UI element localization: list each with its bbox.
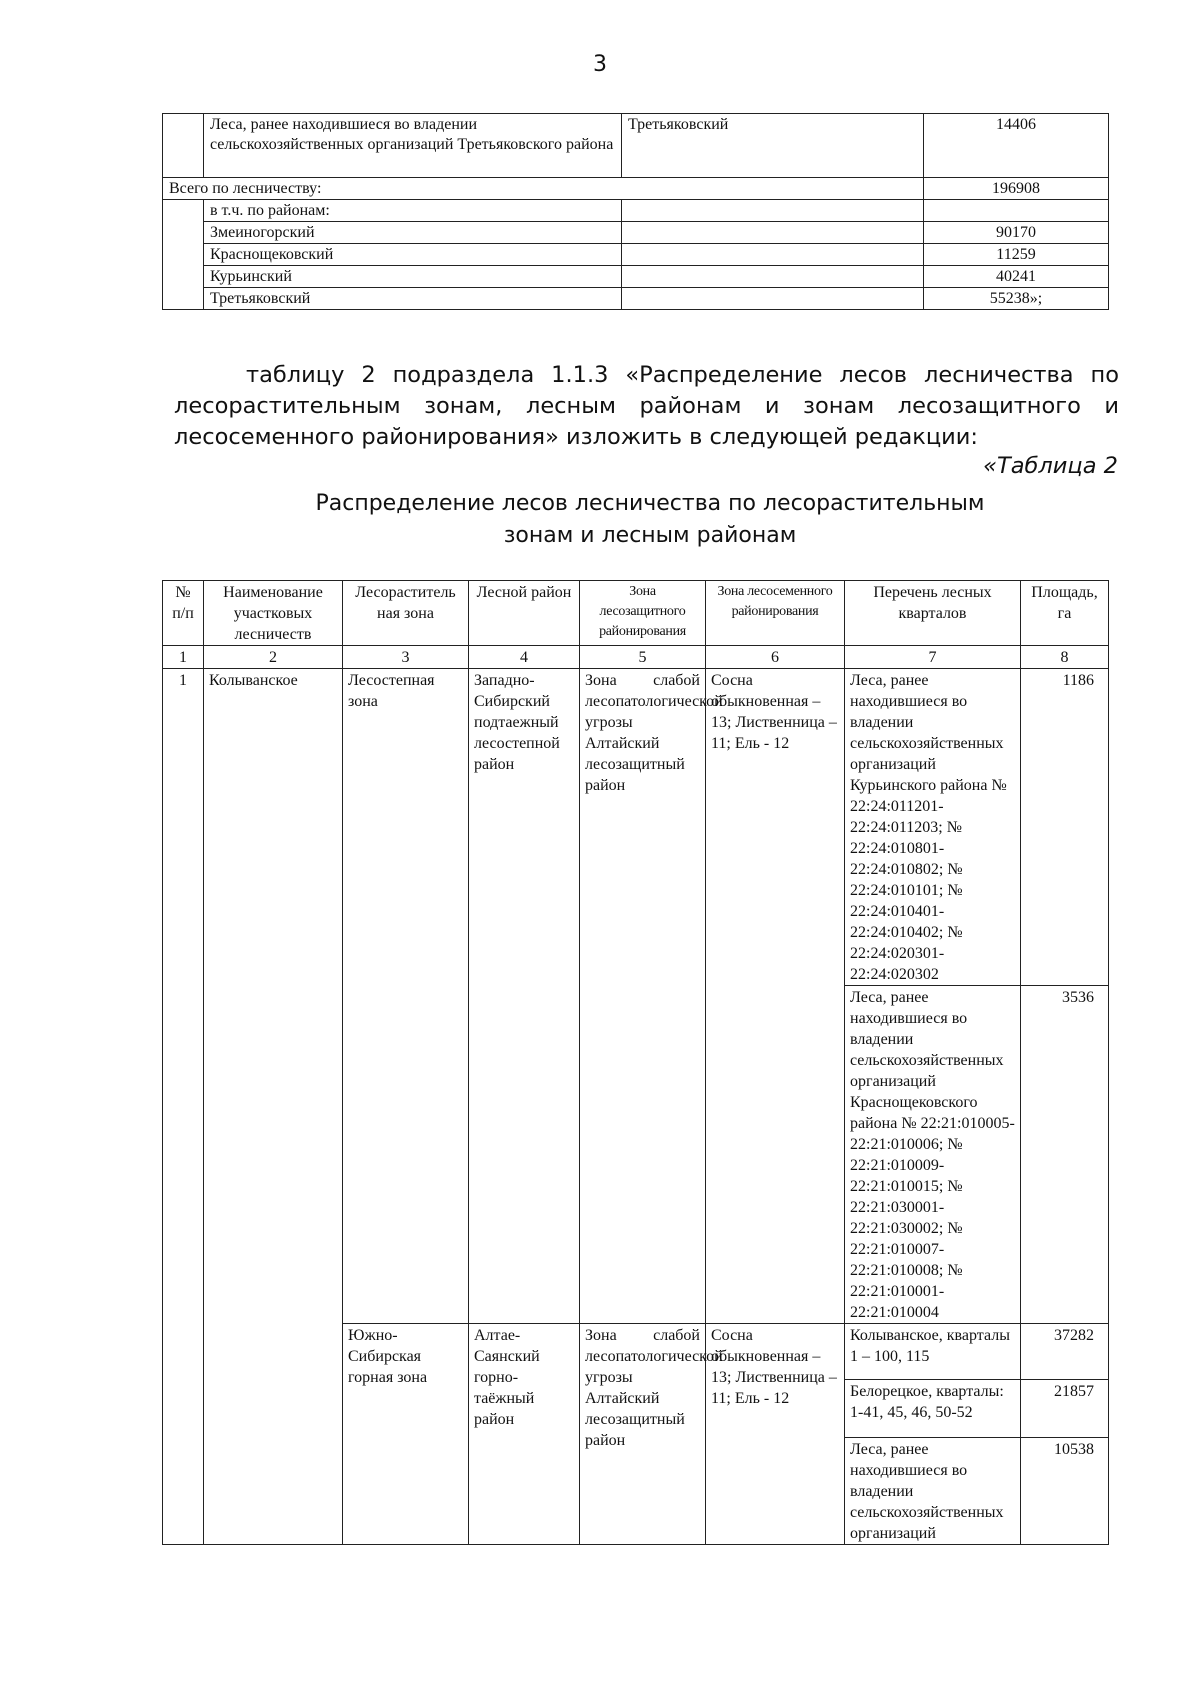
area-value: 10538 <box>1021 1438 1109 1545</box>
row-number: 1 <box>163 669 204 1545</box>
table-caption: «Таблица 2 <box>983 453 1118 479</box>
by-districts-label: в т.ч. по районам: <box>204 200 622 222</box>
amendment-paragraph: таблицу 2 подраздела 1.1.3 «Распределение лесов лесничества по лесорастительным зонам, лесным районам и зонам лесозащитного и лесосеменного районирования» изложить в следующей редакции: <box>174 362 1119 450</box>
district-value: 90170 <box>924 222 1109 244</box>
quarters-list: Леса, ранее находившиеся во владении сельскохозяйственных организаций <box>845 1438 1021 1545</box>
total-label: Всего по лесничеству: <box>163 178 924 200</box>
district-value: 11259 <box>924 244 1109 266</box>
district-cell: Третьяковский <box>622 114 924 178</box>
area-value: 1186 <box>1021 669 1109 986</box>
table-title <box>0 488 1200 552</box>
table-row <box>163 222 1109 244</box>
header-cell: № п/п <box>163 581 204 646</box>
forestry-name: Колыванское <box>204 669 343 1545</box>
district-name: Курьинский <box>204 266 622 288</box>
header-cell: Зона лесозащитного районирования <box>580 581 706 646</box>
seed-zone: Сосна обыкновенная – 13; Лиственница – 11; Ель - 12 <box>706 1324 845 1545</box>
table-row <box>163 114 1109 178</box>
header-cell: Площадь, га <box>1021 581 1109 646</box>
header-cell: Зона лесосеменного районирования <box>706 581 845 646</box>
district-value: 55238»; <box>924 288 1109 310</box>
vegetation-zone: Южно-Сибирская горная зона <box>343 1324 469 1545</box>
quarters-list: Белорецкое, кварталы: 1-41, 45, 46, 50-52 <box>845 1380 1021 1438</box>
header-cell: Лесораститель ная зона <box>343 581 469 646</box>
quarters-list: Колыванское, кварталы 1 – 100, 115 <box>845 1324 1021 1380</box>
district-name: Третьяковский <box>204 288 622 310</box>
forest-district: Западно-Сибирский подтаежный лесостепной район <box>469 669 580 1324</box>
table-forests-by-district <box>162 113 1109 310</box>
table-title-line-2: зонам и лесным районам <box>503 523 797 548</box>
table-row <box>163 669 1109 986</box>
table-row <box>163 200 1109 222</box>
table-row-total <box>163 178 1109 200</box>
quarters-list: Леса, ранее находившиеся во владении сельскохозяйственных организаций Курьинского района № 22:24:011201-22:24:011203; № 22:24:010801-22:24:010802; № 22:24:010101; № 22:24:010401-22:24:010402; № 22:24:020301-22:24:020302 <box>845 669 1021 986</box>
table-header-row <box>163 581 1109 646</box>
header-cell: Наименование участковых лесничеств <box>204 581 343 646</box>
page-number: 3 <box>593 52 607 77</box>
quarters-list: Леса, ранее находившиеся во владении сельскохозяйственных организаций Краснощековского района № 22:21:010005-22:21:010006; № 22:21:010009-22:21:010015; № 22:21:030001-22:21:030002; № 22:21:010007-22:21:010008; № 22:21:010001-22:21:010004 <box>845 986 1021 1324</box>
table-row <box>163 266 1109 288</box>
table-forest-zones <box>162 580 1109 1545</box>
district-value: 40241 <box>924 266 1109 288</box>
district-name: Змеиногорский <box>204 222 622 244</box>
protection-zone: Зона слабой лесопатологической угрозы Алтайский лесозащитный район <box>580 669 706 1324</box>
forest-district: Алтае-Саянский горно-таёжный район <box>469 1324 580 1545</box>
seed-zone: Сосна обыкновенная – 13; Лиственница – 11; Ель - 12 <box>706 669 845 1324</box>
area-cell: 14406 <box>924 114 1109 178</box>
district-name: Краснощековский <box>204 244 622 266</box>
forest-name-cell: Леса, ранее находившиеся во владении сельскохозяйственных организаций Третьяковского района <box>204 114 622 178</box>
table-title-line-1: Распределение лесов лесничества по лесорастительным <box>315 491 985 516</box>
area-value: 3536 <box>1021 986 1109 1324</box>
table-row <box>163 244 1109 266</box>
area-value: 37282 <box>1021 1324 1109 1380</box>
total-value: 196908 <box>924 178 1109 200</box>
column-number-row: 1 2 3 4 5 6 7 8 <box>163 646 1109 669</box>
table-row <box>163 288 1109 310</box>
header-cell: Лесной район <box>469 581 580 646</box>
header-cell: Перечень лесных кварталов <box>845 581 1021 646</box>
area-value: 21857 <box>1021 1380 1109 1438</box>
protection-zone: Зона слабой лесопатологической угрозы Алтайский лесозащитный район <box>580 1324 706 1545</box>
vegetation-zone: Лесостепная зона <box>343 669 469 1324</box>
